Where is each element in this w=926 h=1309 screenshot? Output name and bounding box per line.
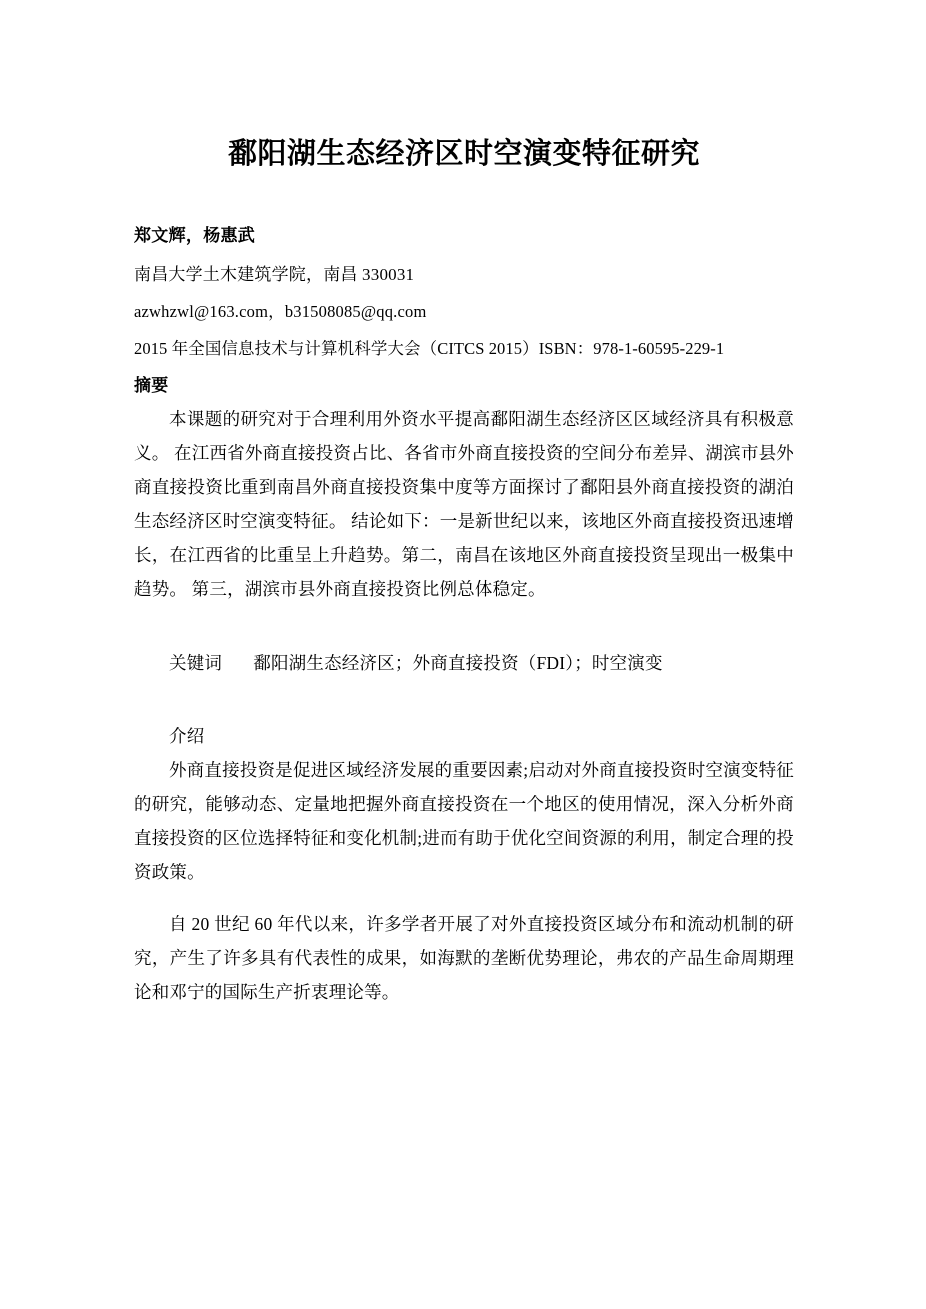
keywords-label: 关键词 bbox=[169, 653, 223, 674]
author-emails: azwhzwl@163.com，b31508085@qq.com bbox=[134, 301, 427, 321]
abstract-text: 本课题的研究对于合理利用外资水平提高鄱阳湖生态经济区区域经济具有积极意义。 在江西省外商直接投资占比、各省市外商直接投资的空间分布差异、湖滨市县外商直接投资比重到南昌外商直接投资集中度等方面探讨了鄱阳县外商直接投资的湖泊生态经济区时空演变特征。 结论如下：一是新世纪以来，该地区外商直接投资迅速增长，在江西省的比重呈上升趋势。第二，南昌在该地区外商直接投资呈现出一极集中趋势。 第三，湖滨市县外商直接投资比例总体稳定。 bbox=[134, 408, 794, 600]
affiliation: 南昌大学土木建筑学院，南昌 330031 bbox=[134, 264, 415, 284]
author-list: 郑文辉，杨惠武 bbox=[134, 225, 256, 246]
document-body bbox=[134, 0, 794, 1027]
page-title: 鄱阳湖生态经济区时空演变特征研究 bbox=[227, 136, 700, 170]
introduction-paragraph-2: 自 20 世纪 60 年代以来，许多学者开展了对外直接投资区域分布和流动机制的研究，产生了许多具有代表性的成果，如海默的垄断优势理论，弗农的产品生命周期理论和邓宁的国际生产折衷理论等。 bbox=[134, 913, 794, 1002]
keywords-value: 鄱阳湖生态经济区；外商直接投资（FDI）；时空演变 bbox=[253, 653, 663, 674]
abstract-heading: 摘要 bbox=[134, 375, 169, 396]
keywords-line bbox=[134, 646, 794, 680]
introduction-paragraph-1: 外商直接投资是促进区域经济发展的重要因素;启动对外商直接投资时空演变特征的研究，能够动态、定量地把握外商直接投资在一个地区的使用情况，深入分析外商直接投资的区位选择特征和变化机制;进而有助于优化空间资源的利用，制定合理的投资政策。 bbox=[134, 759, 794, 883]
introduction-heading: 介绍 bbox=[169, 725, 205, 746]
conference-info: 2015 年全国信息技术与计算机科学大会（CITCS 2015）ISBN：978-1-60595-229-1 bbox=[134, 338, 725, 358]
